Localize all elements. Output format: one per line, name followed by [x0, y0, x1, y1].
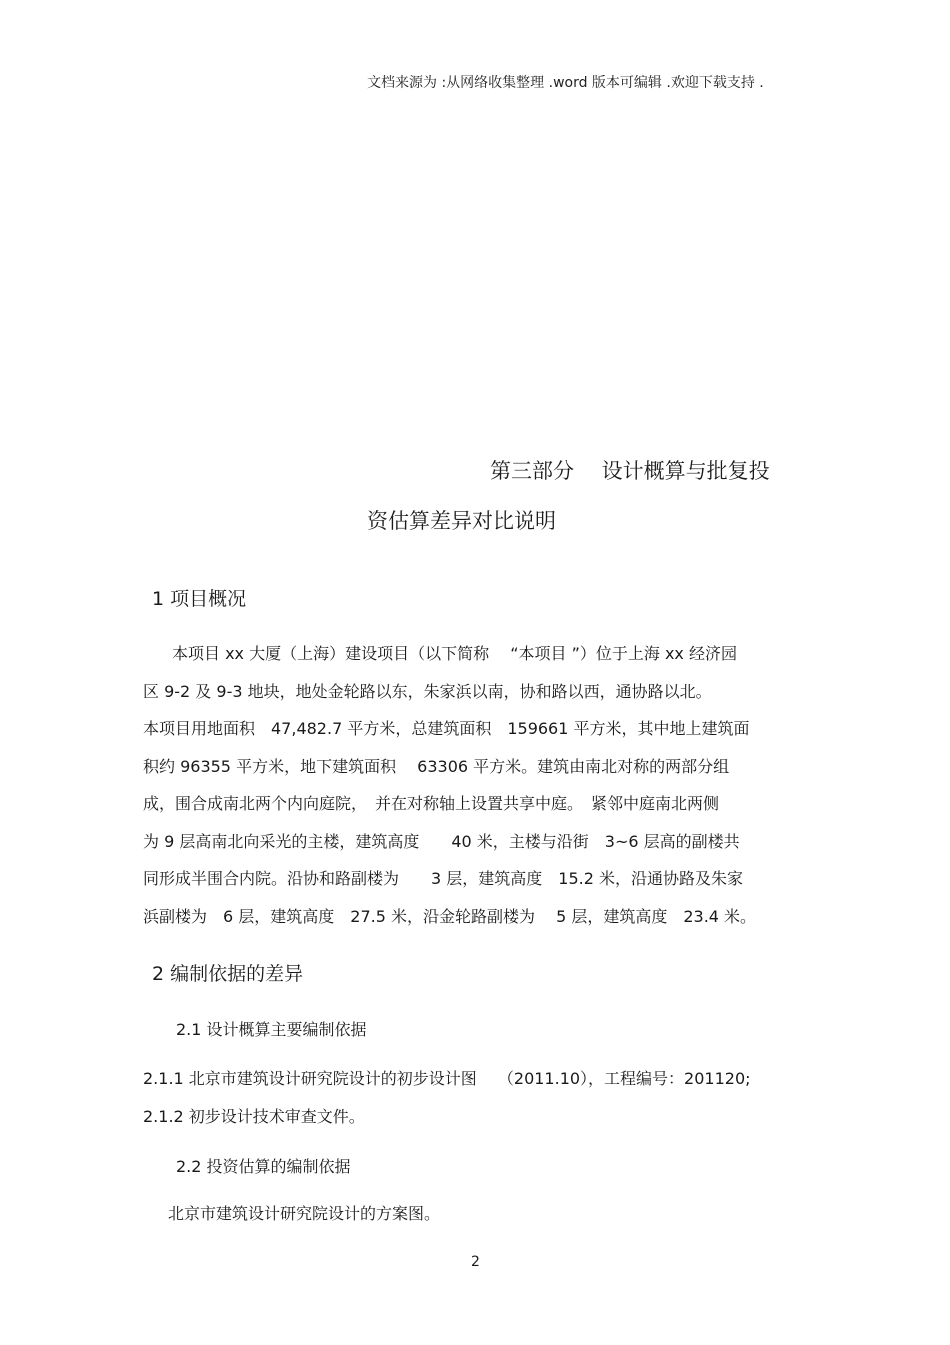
paragraph-line: 积约 96355 平方米，地下建筑面积 63306 平方米。建筑由南北对称的两部分组 — [143, 757, 730, 776]
paragraph-line: 本项目 xx 大厦（上海）建设项目（以下简称 “本项目 ”）位于上海 xx 经济园 — [172, 644, 737, 663]
paragraph-line: 浜副楼为 6 层，建筑高度 27.5 米，沿金轮路副楼为 5 层，建筑高度 23.4 米。 — [143, 907, 757, 926]
paragraph-line: 区 9-2 及 9-3 地块，地处金轮路以东，朱家浜以南，协和路以西，通协路以北。 — [143, 682, 712, 701]
subsection-2-2-heading: 2.2 投资估算的编制依据 — [176, 1157, 351, 1176]
header-note: 文档来源为 :从网络收集整理 .word 版本可编辑 .欢迎下载支持 . — [367, 75, 764, 91]
section-2-heading: 2 编制依据的差异 — [152, 963, 304, 985]
paragraph-line: 同形成半围合内院。沿协和路副楼为 3 层，建筑高度 15.2 米，沿通协路及朱家 — [143, 869, 743, 888]
section-1-heading: 1 项目概况 — [152, 588, 247, 610]
paragraph-line: 本项目用地面积 47,482.7 平方米，总建筑面积 159661 平方米，其中地上建筑面 — [143, 719, 750, 738]
document-title-line-1: 第三部分 设计概算与批复投 — [490, 459, 770, 483]
list-item: 2.1.2 初步设计技术审查文件。 — [143, 1107, 365, 1126]
list-item: 2.1.1 北京市建筑设计研究院设计的初步设计图 （2011.10），工程编号：201120; — [143, 1069, 751, 1088]
paragraph-line: 成，围合成南北两个内向庭院， 并在对称轴上设置共享中庭。 紧邻中庭南北两侧 — [143, 794, 720, 813]
paragraph-line: 为 9 层高南北向采光的主楼，建筑高度 40 米，主楼与沿街 3~6 层高的副楼共 — [143, 832, 740, 851]
page-number: 2 — [471, 1254, 480, 1270]
paragraph-line: 北京市建筑设计研究院设计的方案图。 — [168, 1204, 441, 1223]
document-title-line-2: 资估算差异对比说明 — [367, 509, 556, 533]
subsection-2-1-heading: 2.1 设计概算主要编制依据 — [176, 1020, 367, 1039]
